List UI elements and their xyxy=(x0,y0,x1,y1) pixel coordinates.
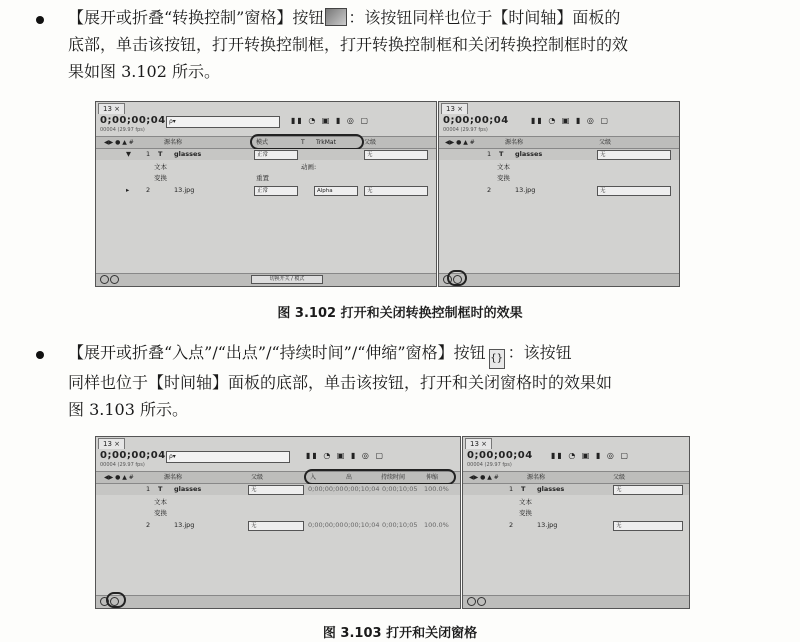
timeline-panel-collapsed: 13 × 0;00;00;04 00004 (29.97 fps) ▮▮ ◔ ▣ ▮ ◎ ▢ ◀▶ ● ▲ # 源名称 父级 1 T glasses 无 文本 变换 2 13.jpg 无 xyxy=(438,101,680,287)
col-in: 入 xyxy=(310,474,317,481)
transfer-controls-toggle-icon xyxy=(325,8,347,26)
para2-line1b: ：该按钮 xyxy=(507,343,572,362)
col-mode: 模式 xyxy=(256,139,269,146)
col-trkmat: TrkMat xyxy=(316,139,336,146)
panel-tab[interactable]: 13 × xyxy=(98,103,125,114)
timeline-panel-panes-open: 13 × 0;00;00;04 00004 (29.97 fps) ρ▾ ▮▮ ◔ ▣ ▮ ◎ ▢ ◀▶ ● ▲ # 源名称 父级 入 出 持续时间 伸缩 1 T glasses 无 0;00;00;00 0;00;10;04 0;00;10;05 100.0% 文本 变换 2 13.jpg 无 0;00;00;00 0;00;10;04 0;00;10;05 100.0% xyxy=(95,436,461,609)
paragraph-2 xyxy=(68,339,780,423)
timeline-panel-panes-closed: 13 × 0;00;00;04 00004 (29.97 fps) ▮▮ ◔ ▣ ▮ ◎ ▢ ◀▶ ● ▲ # 源名称 父级 1 T glasses 无 文本 变换 2 13.jpg 无 xyxy=(462,436,690,609)
para2-line2: 同样也位于【时间轴】面板的底部，单击该按钮，打开和关闭窗格时的效果如 xyxy=(68,373,613,392)
col-parent: 父级 xyxy=(364,139,377,146)
layer-row-1[interactable]: ▼ 1 T glasses 正常 无 xyxy=(96,149,436,160)
layer-row-2[interactable]: ▸ 2 13.jpg 正常 Alpha 无 xyxy=(96,185,436,196)
toggle-switches-modes-button[interactable]: 切换开关 / 模式 xyxy=(251,275,323,284)
sub-transform: 变换 xyxy=(154,174,167,182)
layer-row-2[interactable]: 2 13.jpg 无 xyxy=(439,185,679,196)
col-source: 源名称 xyxy=(164,139,183,146)
bullet-2 xyxy=(36,351,44,359)
highlight-oval xyxy=(447,270,467,286)
timecode-fps: 00004 (29.97 fps) xyxy=(100,127,145,133)
para1-line1b: ：该按钮同样也位于【时间轴】面板的 xyxy=(348,8,621,27)
transfer-controls-icon[interactable] xyxy=(110,275,119,284)
timecode[interactable]: 0;00;00;04 xyxy=(100,115,166,126)
layer-row-2[interactable]: 2 13.jpg 无 0;00;00;00 0;00;10;04 0;00;10;05 100.0% xyxy=(146,521,449,529)
sub-animate[interactable]: 动画: xyxy=(301,163,317,171)
para1-line3: 果如图 3.102 所示。 xyxy=(68,62,220,81)
mode-select-2[interactable]: 正常 xyxy=(254,186,298,196)
para2-line3: 图 3.103 所示。 xyxy=(68,400,188,419)
layer-row-1[interactable]: 1 T glasses 无 xyxy=(439,149,679,160)
layer2-name: 13.jpg xyxy=(174,186,195,194)
layer-row-1[interactable]: 1 T glasses 无 0;00;00;00 0;00;10;04 0;00;10;05 100.0% xyxy=(96,484,460,495)
para1-line2: 底部，单击该按钮，打开转换控制框，打开转换控制框和关闭转换控制框时的效 xyxy=(68,35,629,54)
figure-caption-3-103: 图 3.103 打开和关闭窗格 xyxy=(322,626,478,641)
highlight-oval xyxy=(250,134,364,150)
col-out: 出 xyxy=(346,474,353,481)
para2-line1: 【展开或折叠“入点”/“出点”/“持续时间”/“伸缩”窗格】按钮 xyxy=(68,343,486,362)
parent-select-1[interactable]: 无 xyxy=(364,150,428,160)
layer-row-2[interactable]: 2 13.jpg 无 xyxy=(463,520,689,531)
parent-select-2[interactable]: 无 xyxy=(364,186,428,196)
col-stretch: 伸缩 xyxy=(426,474,439,481)
toolbar-icons[interactable]: ▮▮ ◔ ▣ ▮ ◎ ▢ xyxy=(551,451,630,460)
mode-select-1[interactable]: 正常 xyxy=(254,150,298,160)
panel-bottom-bar xyxy=(96,273,436,286)
toolbar-icons[interactable]: ▮▮ ◔ ▣ ▮ ◎ ▢ xyxy=(531,116,610,125)
bullet-1 xyxy=(36,16,44,24)
toggle-switches-icon[interactable] xyxy=(100,275,109,284)
sub-text: 文本 xyxy=(154,163,167,171)
toolbar-icons[interactable]: ▮▮ ◔ ▣ ▮ ◎ ▢ xyxy=(306,451,385,460)
highlight-oval xyxy=(304,469,456,485)
layer1-name: glasses xyxy=(174,150,202,158)
sub-reset[interactable]: 重置 xyxy=(256,174,269,182)
col-duration: 持续时间 xyxy=(381,474,406,481)
search-input[interactable]: ρ▾ xyxy=(166,451,290,463)
timeline-panel-expanded xyxy=(95,101,437,287)
in-out-panes-toggle-icon: {} xyxy=(489,349,505,369)
toolbar-icons[interactable]: ▮▮ ◔ ▣ ▮ ◎ ▢ xyxy=(291,116,370,125)
layer-row-1[interactable]: 1 T glasses 无 xyxy=(463,484,689,495)
para1-line1: 【展开或折叠“转换控制”窗格】按钮 xyxy=(68,8,325,27)
paragraph-1 xyxy=(68,4,780,85)
trkmat-select-2[interactable]: Alpha xyxy=(314,186,358,196)
highlight-oval xyxy=(106,592,126,608)
col-t: T xyxy=(301,139,305,146)
figure-caption-3-102: 图 3.102 打开和关闭转换控制框时的效果 xyxy=(277,306,523,321)
column-header: ◀▶ ● ▲ # 源名称 模式 T TrkMat 父级 xyxy=(96,136,436,149)
search-input[interactable]: ρ▾ xyxy=(166,116,280,128)
